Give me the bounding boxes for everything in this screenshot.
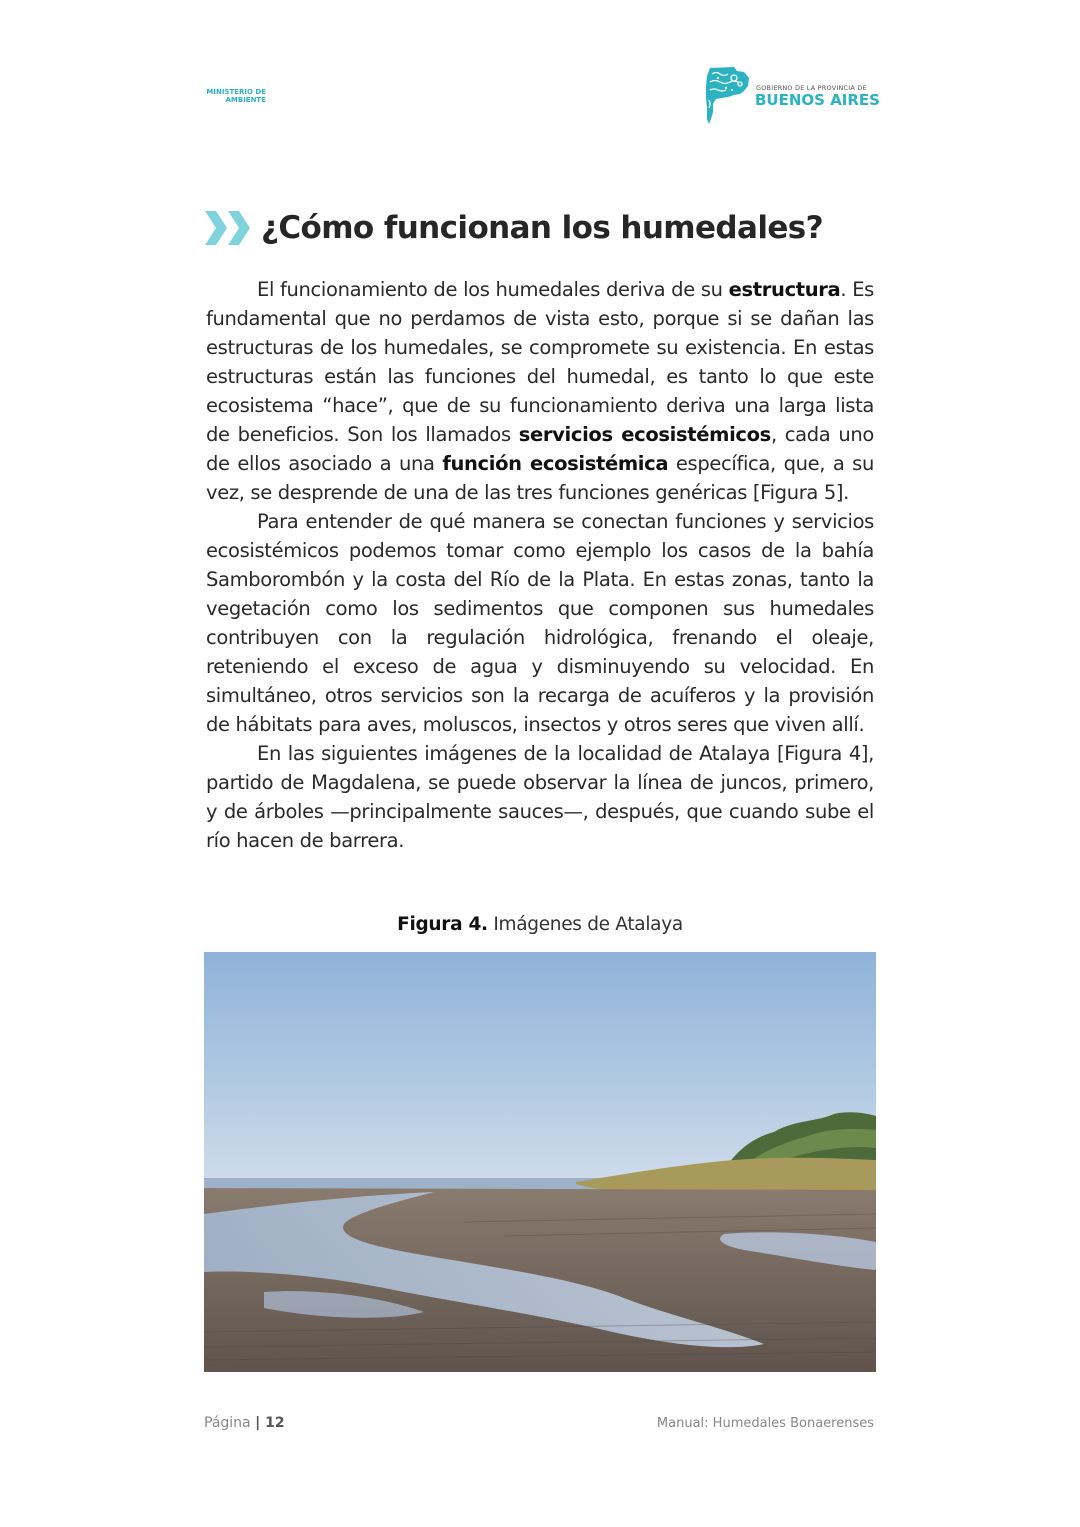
- bold-term: estructura: [728, 278, 841, 301]
- paragraph-3: En las siguientes imágenes de la localidad de Atalaya [Figura 4], partido de Magdalena, se puede observar la línea de juncos, primero, y de árboles —principalmente sauces—, después, que cuando sube el río hacen de barrera.: [206, 742, 874, 852]
- buenos-aires-logo: [704, 64, 880, 126]
- page-number-value: 12: [265, 1415, 285, 1431]
- paragraph-1: [206, 275, 874, 507]
- ministry-logo: [206, 88, 266, 104]
- page-title: ¿Cómo funcionan los humedales?: [261, 210, 824, 246]
- province-map-icon: [704, 64, 750, 126]
- figure-caption: [0, 914, 1080, 935]
- manual-title: Manual: Humedales Bonaerenses: [656, 1416, 874, 1431]
- body-text: [206, 275, 874, 855]
- text-span: El funcionamiento de los humedales deriva de su: [257, 278, 729, 301]
- ministry-line-1: MINISTERIO DE: [206, 88, 266, 96]
- section-heading: [205, 206, 823, 250]
- figure-label: Figura 4.: [397, 914, 488, 935]
- bold-term: servicios ecosistémicos: [518, 423, 771, 446]
- gov-line-small: GOBIERNO DE LA PROVINCIA DE: [756, 84, 867, 92]
- text-span: . Es fundamental que no perdamos de vista esto, porque si se dañan las estructuras de los humedales, se compromete su existencia. En estas estructuras están las funciones del humedal, es tanto lo que este ecosistema “hace”, que de su funcionamiento deriva una larga lista de beneficios. Son los llamados: [206, 278, 874, 446]
- text-span: , cada uno de ellos asociado a una: [206, 423, 875, 475]
- atalaya-photo: [204, 952, 876, 1372]
- double-chevron-icon: [205, 211, 251, 245]
- text-span: específica, que, a su vez, se desprende de una de las tres funciones genéricas [Figura 5].: [206, 452, 874, 504]
- page-separator: |: [255, 1415, 266, 1431]
- ministry-line-2: AMBIENTE: [225, 96, 266, 104]
- gov-line-big: BUENOS AIRES: [755, 91, 880, 109]
- page-number: [204, 1415, 285, 1431]
- figure-caption-text: Imágenes de Atalaya: [487, 914, 683, 935]
- bold-term: función ecosistémica: [442, 452, 669, 475]
- paragraph-2: Para entender de qué manera se conectan funciones y servicios ecosistémicos podemos tomar como ejemplo los casos de la bahía Samborombón y la costa del Río de la Plata. En estas zonas, tanto la vegetación como los sedimentos que componen sus humedales contribuyen con la regulación hidrológica, frenando el oleaje, reteniendo el exceso de agua y disminuyendo su velocidad. En simultáneo, otros servicios son la recarga de acuíferos y la provisión de hábitats para aves, moluscos, insectos y otros seres que viven allí.: [206, 510, 874, 736]
- page-label: Página: [204, 1415, 256, 1431]
